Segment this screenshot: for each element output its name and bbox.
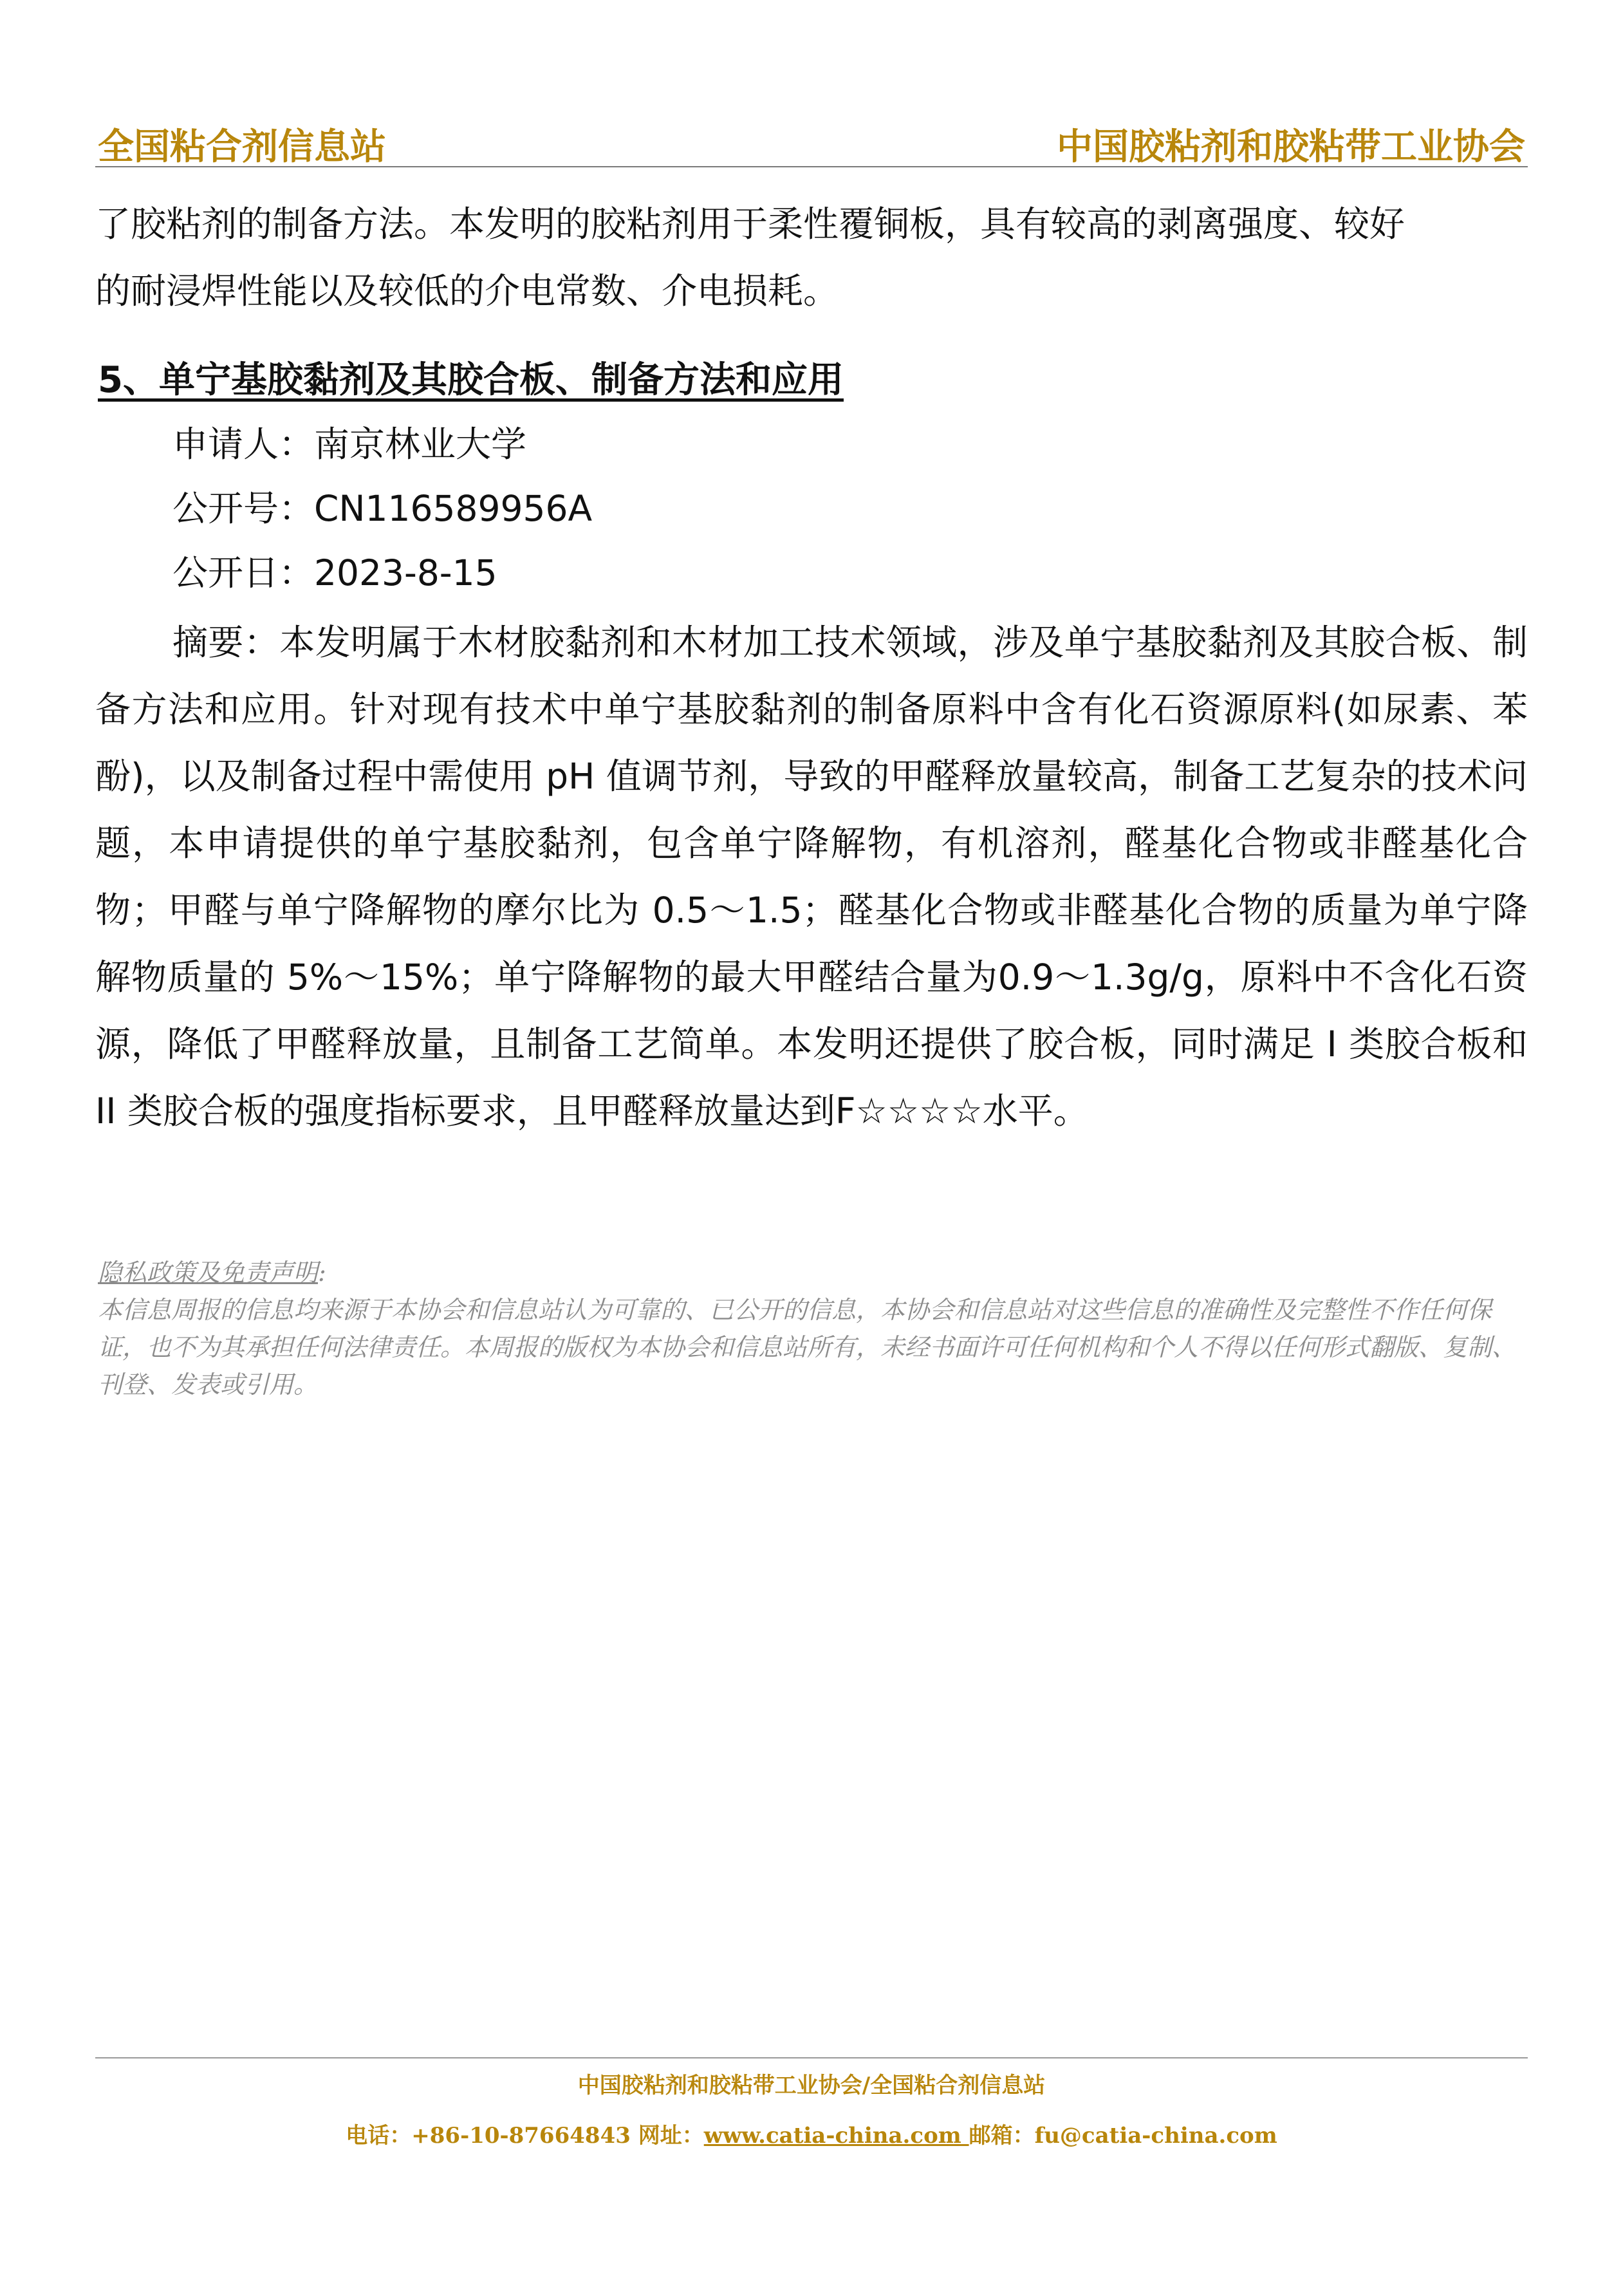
intro-line-1: 了胶粘剂的制备方法。本发明的胶粘剂用于柔性覆铜板，具有较高的剥离强度、较好 [95, 203, 1405, 245]
footer-email[interactable]: fu@catia-china.com [1034, 2123, 1277, 2149]
footer-website-link[interactable]: www.catia-china.com [703, 2123, 969, 2149]
applicant-line: 申请人：南京林业大学 [172, 424, 527, 465]
footer-tel-label: 电话： [346, 2123, 412, 2149]
footer-web-label: 网址： [630, 2123, 704, 2149]
abstract-paragraph: 摘要：本发明属于木材胶黏剂和木材加工技术领域，涉及单宁基胶黏剂及其胶合板、制备方法和应用。针对现有技术中单宁基胶黏剂的制备原料中含有化石资源原料(如尿素、苯酚)，以及制备过程中需使用 pH 值调节剂，导致的甲醛释放量较高，制备工艺复杂的技术问题，本申请提供的单宁基胶黏剂，包含单宁降解物，有机溶剂，醛基化合物或非醛基化合物；甲醛与单宁降解物的摩尔比为 0.5～1.5；醛基化合物或非醛基化合物的质量为单宁降解物质量的 5%～15%；单宁降解物的最大甲醛结合量为0.9～1.3g/g，原料中不含化石资源，降低了甲醛释放量，且制备工艺简单。本发明还提供了胶合板，同时满足 I 类胶合板和 II 类胶合板的强度指标要求，且甲醛释放量达到F☆☆☆☆水平。 [95, 622, 1528, 1132]
intro-line-2: 的耐浸焊性能以及较低的介电常数、介电损耗。 [95, 270, 839, 312]
disclaimer-text: 本信息周报的信息均来源于本协会和信息站认为可靠的、已公开的信息，本协会和信息站对这些信息的准确性及完整性不作任何保证，也不为其承担任何法律责任。本周报的版权为本协会和信息站所有，未经书面许可任何机构和个人不得以任何形式翻版、复制、刊登、发表或引用。 [98, 1296, 1517, 1399]
publication-date-line: 公开日：2023-8-15 [172, 552, 497, 593]
disclaimer-heading [98, 1254, 1530, 1291]
footer-divider [95, 2057, 1528, 2058]
header-right-title: 中国胶粘剂和胶粘带工业协会 [1057, 126, 1525, 168]
publication-number-line: 公开号：CN116589956A [172, 488, 593, 529]
disclaimer-block [98, 1254, 1530, 1403]
footer-email-label: 邮箱： [969, 2123, 1035, 2149]
header-left-title: 全国粘合剂信息站 [98, 126, 386, 168]
footer-contact [0, 2118, 1623, 2149]
disclaimer-colon: : [318, 1258, 326, 1287]
intro-paragraph [95, 191, 1528, 324]
section-title: 5、单宁基胶黏剂及其胶合板、制备方法和应用 [98, 359, 844, 401]
footer-organization: 中国胶粘剂和胶粘带工业协会/全国粘合剂信息站 [577, 2073, 1046, 2098]
disclaimer-title: 隐私政策及免责声明 [98, 1258, 319, 1287]
page-header [95, 115, 1528, 167]
footer-tel: +86-10-87664843 [411, 2123, 631, 2149]
